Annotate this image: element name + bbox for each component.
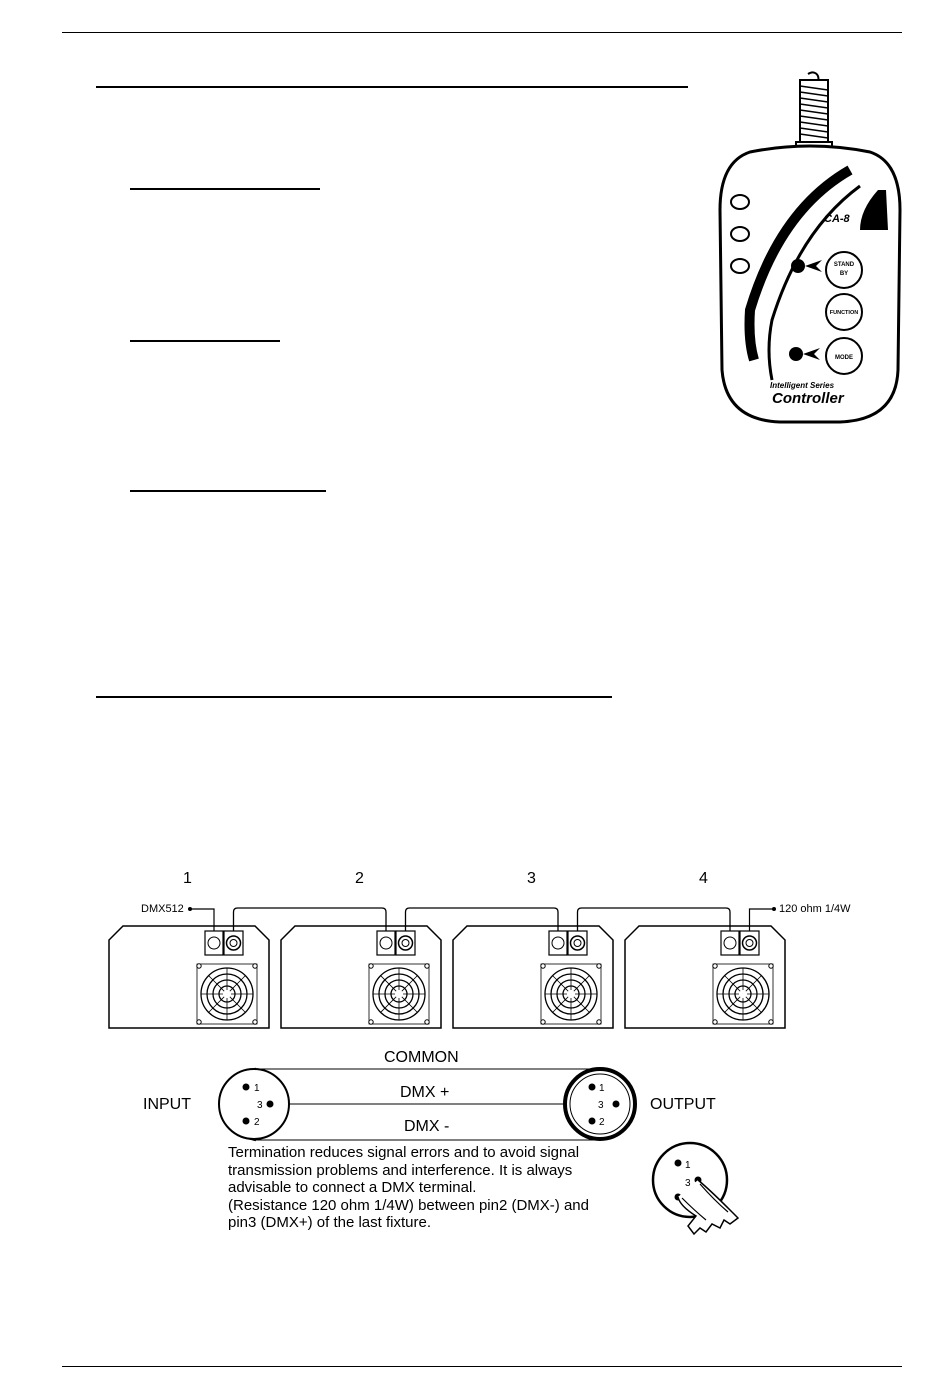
terminator-label: 120 ohm 1/4W [779, 903, 851, 915]
termination-note-line: pin3 (DMX+) of the last fixture. [228, 1214, 431, 1231]
dmx-plus-label: DMX + [400, 1084, 450, 1101]
terminator-pin-3: 3 [685, 1178, 691, 1189]
controller-name: Controller [772, 390, 844, 407]
mode-label: MODE [835, 355, 853, 361]
dmx512-input-label: DMX512 [141, 903, 184, 915]
input-pin-3: 3 [257, 1100, 263, 1111]
output-pin-3: 3 [598, 1100, 604, 1111]
input-pin-2: 2 [254, 1117, 260, 1128]
input-pin-1: 1 [254, 1083, 260, 1094]
fixture-1 [109, 926, 269, 1028]
fixture-number-1: 1 [183, 870, 192, 887]
subheading-rule-1 [130, 188, 320, 190]
common-label: COMMON [384, 1049, 459, 1066]
output-pin-1: 1 [599, 1083, 605, 1094]
fixture-3 [453, 926, 613, 1028]
fixture-4 [625, 926, 785, 1028]
cable-icon [796, 72, 832, 150]
termination-note-line: transmission problems and interference. It is always [228, 1161, 573, 1179]
fixture-number-3: 3 [527, 870, 536, 887]
termination-note-line: advisable to connect a DMX terminal. [228, 1179, 477, 1196]
termination-note [228, 1144, 668, 1232]
footer-rule [62, 1366, 902, 1367]
dmx-minus-label: DMX - [404, 1118, 450, 1135]
termination-note-line: Termination reduces signal errors and to avoid signal [228, 1144, 580, 1161]
output-label: OUTPUT [650, 1096, 716, 1113]
controller-model: CA-8 [824, 213, 850, 225]
section-heading-rule-1 [96, 86, 688, 88]
stand-by-label-2: BY [839, 271, 849, 277]
termination-note-line: (Resistance 120 ohm 1/4W) between pin2 (DMX-) and [228, 1196, 589, 1214]
subheading-rule-2 [130, 340, 280, 342]
xlr-input-connector-icon [219, 1069, 289, 1140]
xlr-output-connector-icon [565, 1069, 635, 1139]
fixture-2 [281, 926, 441, 1028]
stand-by-label-1: STAND [833, 262, 855, 268]
function-label: FUNCTION [829, 310, 859, 316]
controller-series: Intelligent Series [770, 381, 835, 390]
terminator-pin-1: 1 [685, 1160, 691, 1171]
output-pin-2: 2 [599, 1117, 605, 1128]
fixture-number-4: 4 [699, 870, 708, 887]
header-rule [62, 32, 902, 33]
dmx-chain-diagram [100, 900, 800, 1035]
subheading-rule-3 [130, 490, 326, 492]
section-heading-rule-2 [96, 696, 612, 698]
fixture-number-2: 2 [355, 870, 364, 887]
input-label: INPUT [143, 1096, 191, 1113]
controller-illustration [710, 70, 910, 430]
